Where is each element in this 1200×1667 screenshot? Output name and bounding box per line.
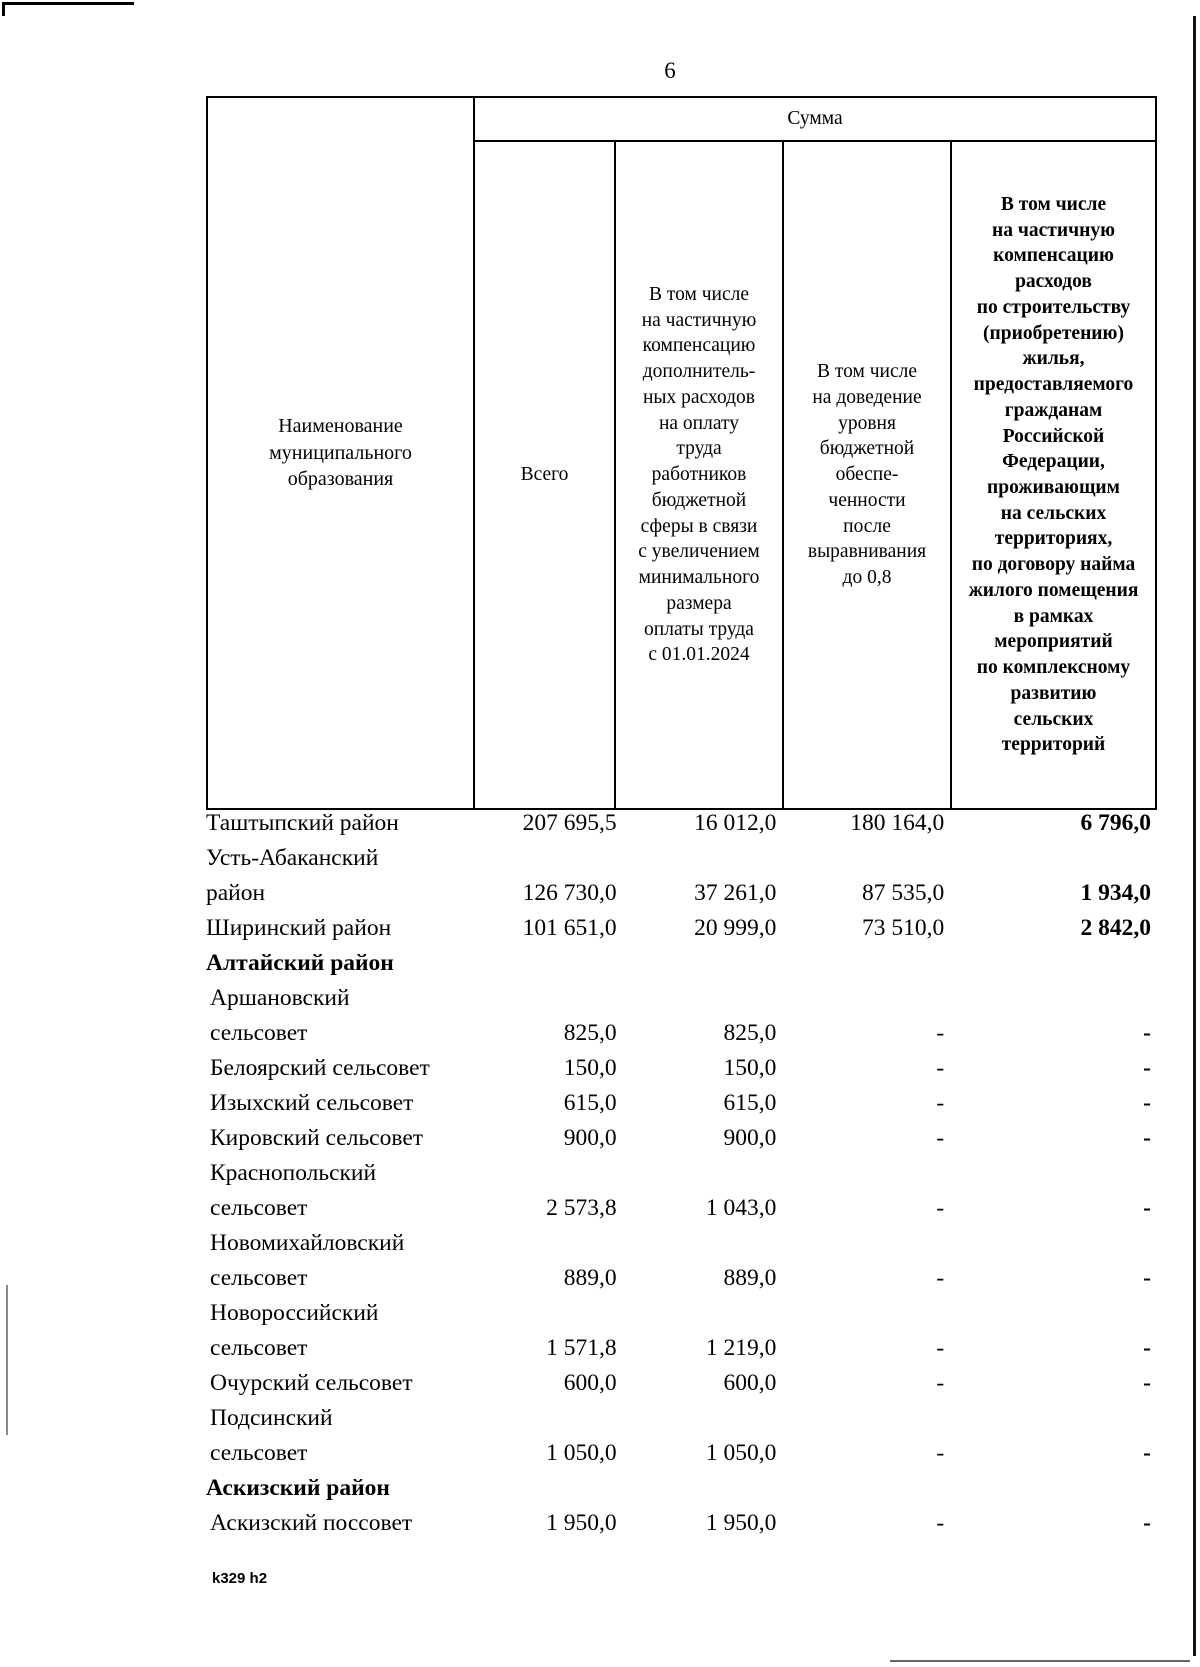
cell-housing: - <box>1143 1510 1151 1536</box>
header-wage-line: бюджетной <box>651 489 747 511</box>
cell-budget: - <box>936 1510 945 1536</box>
header-housing-line: Федерации, <box>1002 451 1105 473</box>
municipality-name-line: сельсовет <box>210 1335 308 1361</box>
municipality-name <box>206 1086 471 1121</box>
municipality-name-line: Краснопольский <box>210 1160 377 1186</box>
cell-wage: 900,0 <box>723 1125 777 1151</box>
cell-total: 1 050,0 <box>546 1440 617 1466</box>
table-row <box>206 1401 1151 1471</box>
header-wage-line: на оплату <box>658 412 740 434</box>
header-budget-line: после <box>843 515 891 537</box>
header-housing-line: компенсацию <box>993 245 1114 267</box>
header-name-column <box>207 97 474 809</box>
municipality-name-line: сельсовет <box>210 1195 308 1221</box>
municipality-name <box>206 1471 471 1506</box>
municipality-name <box>206 1121 471 1156</box>
header-housing-line: сельских <box>1013 708 1094 730</box>
header-wage-line: сферы в связи <box>640 515 758 537</box>
header-wage-line: ных расходов <box>642 386 756 408</box>
header-wage-line: работников <box>651 464 747 486</box>
municipality-name-line: Кировский сельсовет <box>210 1125 424 1151</box>
municipality-name-line: Новомихайловский <box>210 1230 405 1256</box>
cell-total: 825,0 <box>563 1020 617 1046</box>
cell-housing: - <box>1143 1055 1151 1081</box>
header-wage-line: размера <box>666 592 732 614</box>
cell-wage: 1 950,0 <box>705 1510 777 1536</box>
header-wage-line: В том числе <box>648 283 750 305</box>
header-wage-line: оплаты труда <box>644 618 754 640</box>
table-row <box>206 1506 1151 1541</box>
header-name-line: Наименование <box>278 415 403 438</box>
cell-budget: - <box>936 1055 945 1081</box>
header-name-line: образования <box>287 468 394 491</box>
cell-housing: - <box>1143 1335 1151 1361</box>
header-name-line: муниципального <box>269 441 412 464</box>
header-budget-line: на доведение <box>812 386 922 408</box>
scan-corner-mark <box>2 2 134 5</box>
cell-housing: 2 842,0 <box>1080 915 1151 941</box>
cell-wage: 37 261,0 <box>694 880 777 906</box>
cell-wage: 150,0 <box>723 1055 777 1081</box>
header-housing-compensation <box>951 141 1156 809</box>
scan-edge-right <box>1193 16 1196 1656</box>
header-wage-line: минимального <box>638 567 760 589</box>
header-housing-line: мероприятий <box>994 631 1113 653</box>
table-row <box>206 806 1151 841</box>
municipality-name <box>206 1506 471 1541</box>
municipality-name-line: Новороссийский <box>210 1300 379 1326</box>
cell-wage: 889,0 <box>723 1265 777 1291</box>
header-housing-line: жилья, <box>1022 348 1085 370</box>
cell-budget: - <box>936 1440 945 1466</box>
municipality-name-line: Алтайский район <box>206 950 394 976</box>
municipality-name <box>206 946 471 981</box>
cell-budget: 73 510,0 <box>861 915 945 941</box>
scan-edge-bottom <box>890 1660 1190 1662</box>
header-wage-line: с увеличением <box>638 541 760 563</box>
header-budget-line: ченности <box>828 489 906 511</box>
municipality-name-line: Подсинский <box>210 1405 333 1431</box>
cell-housing: - <box>1143 1265 1151 1291</box>
municipality-name-line: Таштыпский район <box>206 810 399 836</box>
header-budget-line: до 0,8 <box>842 567 892 589</box>
scan-corner-mark-vertical <box>2 2 5 16</box>
table-row <box>206 1121 1151 1156</box>
header-sum: Сумма <box>474 97 1156 141</box>
table-row <box>206 1051 1151 1086</box>
municipality-name <box>206 1296 471 1366</box>
header-housing-line: территорий <box>1001 734 1106 756</box>
header-wage-line: на частичную <box>641 309 757 331</box>
cell-budget: - <box>936 1195 945 1221</box>
table-row <box>206 841 1151 911</box>
cell-total: 207 695,5 <box>522 810 617 836</box>
cell-wage: 1 050,0 <box>705 1440 777 1466</box>
municipality-name-line: Ширинский район <box>206 915 392 941</box>
header-budget-line: уровня <box>838 412 896 434</box>
header-housing-line: на сельских <box>1000 502 1107 524</box>
municipality-name-line: сельсовет <box>210 1265 308 1291</box>
cell-housing: - <box>1143 1125 1151 1151</box>
municipality-name <box>206 1226 471 1296</box>
cell-housing: - <box>1143 1440 1151 1466</box>
cell-total: 1 950,0 <box>546 1510 617 1536</box>
municipality-name <box>206 806 471 841</box>
table-row <box>206 1156 1151 1226</box>
cell-wage: 1 043,0 <box>705 1195 777 1221</box>
header-housing-line: жилого помещения <box>968 579 1139 601</box>
header-housing-line: по комплексному <box>976 657 1131 679</box>
cell-budget: - <box>936 1335 945 1361</box>
municipality-name <box>206 1051 471 1086</box>
municipality-name-line: район <box>206 880 266 906</box>
municipality-name-line: Аршановский <box>210 985 350 1011</box>
header-housing-line: проживающим <box>987 477 1120 498</box>
municipality-name <box>206 841 471 911</box>
table-row <box>206 1296 1151 1366</box>
cell-housing: - <box>1143 1020 1151 1046</box>
cell-wage: 1 219,0 <box>705 1335 777 1361</box>
header-housing-line: по договору найма <box>971 554 1136 576</box>
section-heading-row <box>206 946 1151 981</box>
cell-total: 600,0 <box>563 1370 617 1396</box>
footer-code: k329 h2 <box>212 1570 268 1587</box>
table-row <box>206 1366 1151 1401</box>
table-row <box>206 1226 1151 1296</box>
cell-budget: - <box>936 1370 945 1396</box>
cell-total: 615,0 <box>563 1090 617 1116</box>
cell-housing: - <box>1143 1195 1151 1221</box>
header-housing-line: предоставляемого <box>973 374 1134 396</box>
table-body <box>206 806 1151 1541</box>
cell-wage: 20 999,0 <box>694 915 777 941</box>
header-housing-line: расходов <box>1015 271 1092 293</box>
header-housing-line: на частичную <box>992 219 1115 241</box>
cell-total: 101 651,0 <box>522 915 617 941</box>
cell-total: 900,0 <box>563 1125 617 1151</box>
header-wage-line: дополнитель- <box>642 361 756 383</box>
header-wage-line: труда <box>676 438 722 460</box>
municipality-name <box>206 911 471 946</box>
header-total <box>474 141 615 809</box>
municipality-name-line: Очурский сельсовет <box>210 1370 413 1396</box>
cell-budget: 180 164,0 <box>850 810 945 836</box>
header-budget-line: В том числе <box>816 361 918 383</box>
cell-budget: - <box>936 1090 945 1116</box>
header-wage-compensation <box>615 141 783 809</box>
cell-budget: - <box>936 1020 945 1046</box>
cell-budget: - <box>936 1125 945 1151</box>
municipality-name-line: Белоярский сельсовет <box>210 1055 430 1081</box>
municipality-name <box>206 1401 471 1471</box>
municipality-name <box>206 981 471 1051</box>
header-housing-line: развитию <box>1010 682 1097 704</box>
cell-total: 150,0 <box>563 1055 617 1081</box>
municipality-name-line: Изыхский сельсовет <box>210 1090 414 1116</box>
cell-total: 889,0 <box>563 1265 617 1291</box>
header-housing-line: гражданам <box>1004 399 1103 421</box>
municipality-name-line: Аскизский поссовет <box>210 1510 413 1536</box>
cell-wage: 825,0 <box>723 1020 777 1046</box>
municipality-name-line: сельсовет <box>210 1440 308 1466</box>
cell-total: 126 730,0 <box>522 880 617 906</box>
cell-wage: 600,0 <box>723 1370 777 1396</box>
table-row <box>206 1086 1151 1121</box>
cell-housing: 6 796,0 <box>1080 810 1151 836</box>
header-housing-line: территориях, <box>994 528 1113 550</box>
cell-wage: 16 012,0 <box>694 810 777 836</box>
header-budget-line: выравнивания <box>807 541 927 563</box>
table-row <box>206 911 1151 946</box>
header-budget-equalization <box>783 141 951 809</box>
table-header <box>206 96 1157 810</box>
header-total-label: Всего <box>520 464 569 486</box>
header-housing-line: по строительству <box>976 296 1131 318</box>
scan-edge-left <box>6 1285 8 1435</box>
municipality-name <box>206 1366 471 1401</box>
header-wage-line: компенсацию <box>642 335 756 357</box>
cell-budget: - <box>936 1265 945 1291</box>
cell-budget: 87 535,0 <box>861 880 945 906</box>
header-housing-line: в рамках <box>1013 605 1094 627</box>
municipality-name-line: Аскизский район <box>206 1475 390 1501</box>
header-housing-line: Российской <box>1002 425 1105 447</box>
cell-housing: - <box>1143 1370 1151 1396</box>
cell-total: 2 573,8 <box>546 1195 617 1221</box>
municipality-name-line: сельсовет <box>210 1020 308 1046</box>
header-budget-line: обеспе- <box>835 464 899 486</box>
cell-wage: 615,0 <box>723 1090 777 1116</box>
header-budget-line: бюджетной <box>819 438 915 460</box>
cell-total: 1 571,8 <box>546 1335 617 1361</box>
cell-housing: 1 934,0 <box>1080 880 1151 906</box>
page-number: 6 <box>664 58 676 83</box>
header-housing-line: В том числе <box>1000 193 1107 215</box>
municipality-name <box>206 1156 471 1226</box>
section-heading-row <box>206 1471 1151 1506</box>
header-housing-line: (приобретению) <box>983 322 1124 344</box>
cell-housing: - <box>1143 1090 1151 1116</box>
municipality-name-line: Усть-Абаканский <box>206 845 379 871</box>
table-row <box>206 981 1151 1051</box>
header-wage-line: с 01.01.2024 <box>648 644 750 666</box>
